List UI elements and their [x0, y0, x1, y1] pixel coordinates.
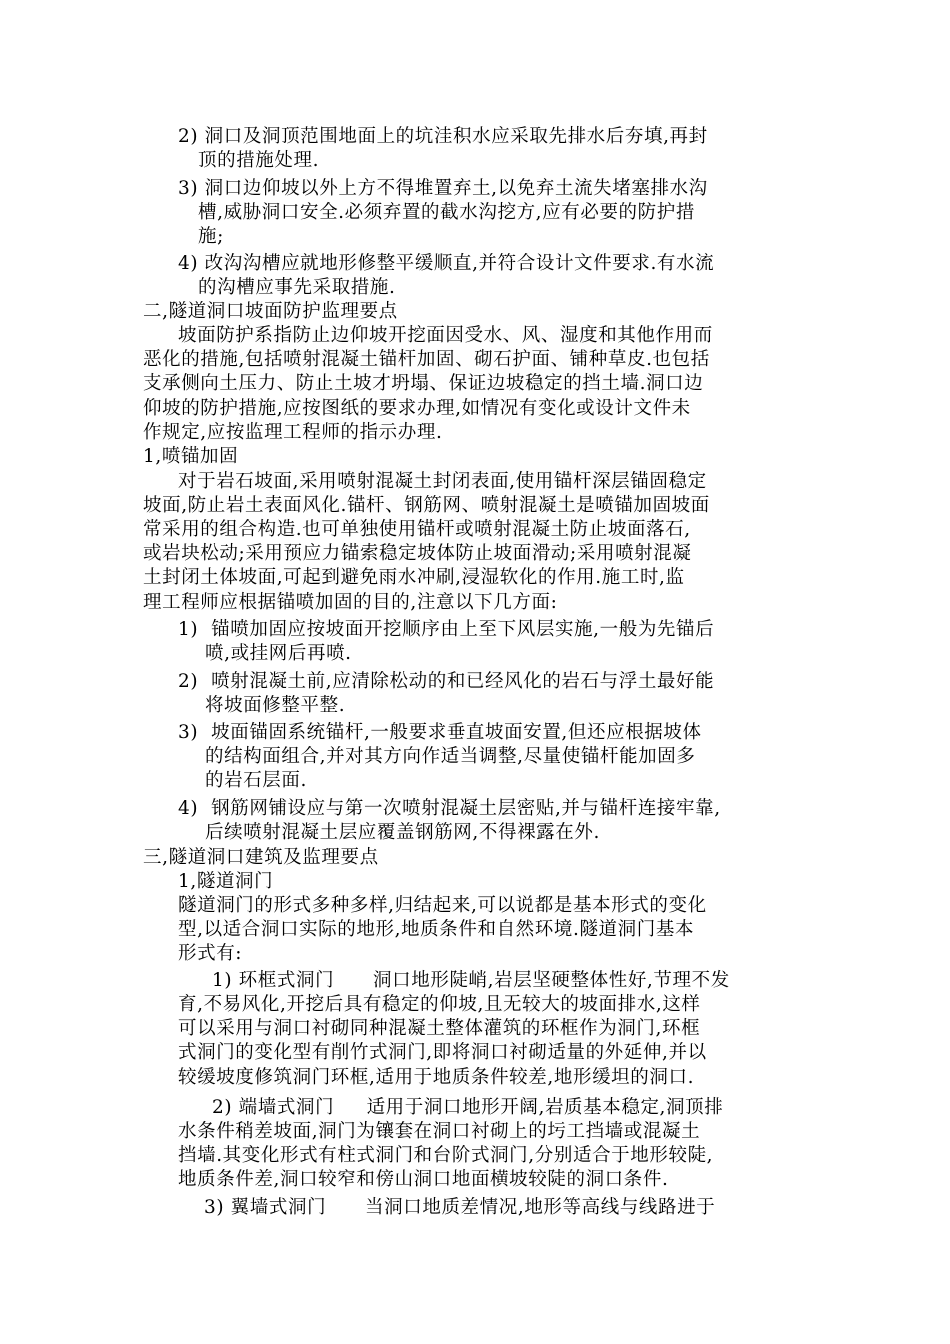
- text-line: 2) 端墙式洞门 适用于洞口地形开阔,岩质基本稳定,洞顶排: [212, 1097, 724, 1118]
- subsection-heading: 1,喷锚加固: [143, 446, 239, 467]
- subsection-heading: 1,隧道洞门: [178, 871, 274, 892]
- text-line: 1) 环框式洞门 洞口地形陡峭,岩层坚硬整体性好,节理不发: [212, 970, 730, 991]
- text-line: 型,以适合洞口实际的地形,地质条件和自然环境.隧道洞门基本: [178, 919, 695, 940]
- text-line: 土封闭土体坡面,可起到避免雨水冲刷,浸湿软化的作用.施工时,监: [143, 567, 685, 588]
- text-line: 隧道洞门的形式多种多样,归结起来,可以说都是基本形式的变化: [178, 895, 707, 916]
- section-heading: 三,隧道洞口建筑及监理要点: [143, 847, 379, 868]
- text-line: 支承侧向土压力、防止土坡才坍塌、保证边坡稳定的挡土墙.洞口边: [143, 373, 704, 394]
- text-line: 1) 锚喷加固应按坡面开挖顺序由上至下风层实施,一般为先锚后: [178, 619, 715, 640]
- text-line: 2) 洞口及洞顶范围地面上的坑洼积水应采取先排水后夯填,再封: [178, 126, 708, 147]
- text-line: 施;: [198, 226, 224, 247]
- text-line: 水条件稍差坡面,洞门为镶套在洞口衬砌上的圬工挡墙或混凝土: [178, 1121, 701, 1142]
- text-line: 式洞门的变化型有削竹式洞门,即将洞口衬砌适量的外延伸,并以: [178, 1042, 707, 1063]
- text-line: 4) 改沟沟槽应就地形修整平缓顺直,并符合设计文件要求.有水流: [178, 253, 715, 274]
- text-line: 或岩块松动;采用预应力锚索稳定坡体防止坡面滑动;采用喷射混凝: [143, 543, 692, 564]
- text-line: 挡墙.其变化形式有柱式洞门和台阶式洞门,分别适合于地形较陡,: [178, 1145, 714, 1166]
- text-line: 的结构面组合,并对其方向作适当调整,尽量使锚杆能加固多: [205, 746, 696, 767]
- text-line: 4) 钢筋网铺设应与第一次喷射混凝土层密贴,并与锚杆连接牢靠,: [178, 798, 721, 819]
- text-line: 对于岩石坡面,采用喷射混凝土封闭表面,使用锚杆深层锚固稳定: [178, 471, 707, 492]
- text-line: 可以采用与洞口衬砌同种混凝土整体灌筑的环框作为洞门,环框: [178, 1018, 701, 1039]
- text-line: 2) 喷射混凝土前,应清除松动的和已经风化的岩石与浮土最好能: [178, 671, 715, 692]
- text-line: 3) 坡面锚固系统锚杆,一般要求垂直坡面安置,但还应根据坡体: [178, 722, 702, 743]
- text-line: 地质条件差,洞口较窄和傍山洞口地面横坡较陡的洞口条件.: [178, 1169, 669, 1190]
- text-line: 槽,威胁洞口安全.必须弃置的截水沟挖方,应有必要的防护措: [198, 202, 695, 223]
- text-line: 的沟槽应事先采取措施.: [198, 277, 396, 298]
- text-line: 将坡面修整平整.: [205, 695, 346, 716]
- text-line: 较缓坡度修筑洞门环框,适用于地质条件较差,地形缓坦的洞口.: [178, 1067, 695, 1088]
- text-line: 3) 洞口边仰坡以外上方不得堆置弃土,以免弃土流失堵塞排水沟: [178, 178, 708, 199]
- text-line: 育,不易风化,开挖后具有稳定的仰坡,且无较大的坡面排水,这样: [178, 994, 701, 1015]
- text-line: 坡面防护系指防止边仰坡开挖面因受水、风、湿度和其他作用而: [178, 325, 713, 346]
- text-line: 坡面,防止岩土表面风化.锚杆、钢筋网、喷射混凝土是喷锚加固坡面: [143, 495, 710, 516]
- section-heading: 二,隧道洞口坡面防护监理要点: [143, 301, 398, 322]
- text-line: 理工程师应根据锚喷加固的目的,注意以下几方面:: [143, 592, 558, 613]
- text-line: 仰坡的防护措施,应按图纸的要求办理,如情况有变化或设计文件未: [143, 398, 691, 419]
- text-line: 后续喷射混凝土层应覆盖钢筋网,不得裸露在外.: [205, 822, 600, 843]
- text-line: 形式有:: [178, 943, 243, 964]
- text-line: 恶化的措施,包括喷射混凝土锚杆加固、砌石护面、铺种草皮.也包括: [143, 349, 710, 370]
- text-line: 顶的措施处理.: [198, 150, 320, 171]
- text-line: 的岩石层面.: [205, 770, 307, 791]
- text-line: 常采用的组合构造.也可单独使用锚杆或喷射混凝土防止坡面落石,: [143, 519, 691, 540]
- text-line: 3) 翼墙式洞门 当洞口地质差情况,地形等高线与线路进于: [204, 1197, 716, 1218]
- text-line: 作规定,应按监理工程师的指示办理.: [143, 422, 443, 443]
- text-line: 喷,或挂网后再喷.: [205, 643, 352, 664]
